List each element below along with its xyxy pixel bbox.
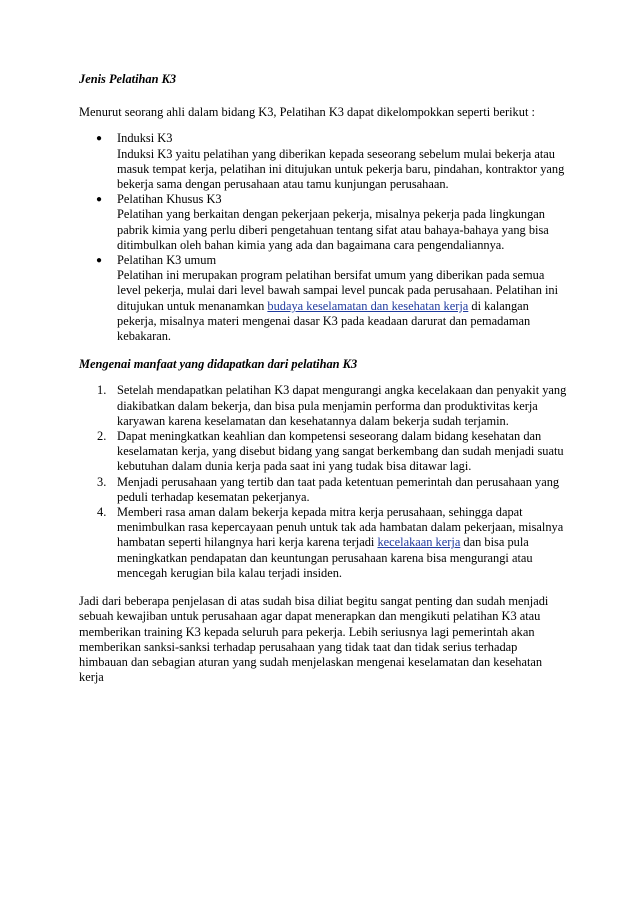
list-item-text: Menjadi perusahaan yang tertib dan taat pada ketentuan pemerintah dan perusahaan yang peduli terhadap kesematan pekerjanya. — [117, 474, 560, 504]
list-item-title: Pelatihan K3 umum — [117, 253, 217, 268]
body-text: Memberi rasa aman dalam bekerja kepada mitra kerja perusahaan, sehingga dapat menimbulkan rasa kepercayaan penuh untuk tak ada hambatan dalam pekerjaan, misalnya hambatan seperti hilangnya hari kerja karena terjadi — [117, 505, 564, 550]
bullet-icon: ● — [96, 255, 103, 267]
body-text: di kalangan pekerja, misalnya materi mengenai dasar K3 pada keadaan darurat dan pemadaman kebakaran. — [117, 298, 531, 344]
section-heading-benefits: Mengenai manfaat yang didapatkan dari pelatihan K3 — [79, 357, 358, 372]
list-number: 3. — [97, 474, 107, 489]
list-number: 2. — [97, 429, 107, 444]
closing-paragraph: Jadi dari beberapa penjelasan di atas sudah bisa diliat begitu sangat penting dan sudah menjadi sebuah kewajiban untuk perusahaan agar dapat menerapkan dan mengikuti pelatihan K3 atau memberikan training K3 kepada seluruh para pekerja. Lebih seriusnya lagi pemerintah akan memberikan sanksi-sanksi terhadap perusahaan yang tidak taat dan tidak serius terhadap himbauan dan sebagian aturan yang sudah menjelaskan mengenai keselamatan dan kesehatan kerja — [79, 594, 549, 685]
body-text: Pelatihan ini merupakan program pelatihan bersifat umum yang diberikan pada semua level pekerja, mulai dari level bawah sampai level puncak pada perusahaan. Pelatihan ini ditujukan untuk menanamkan — [117, 268, 559, 313]
link-kecelakaan-kerja[interactable]: kecelakaan kerja — [377, 535, 461, 550]
list-item-text — [117, 505, 563, 580]
bullet-icon: ● — [96, 194, 103, 206]
document-page — [79, 72, 569, 685]
list-item-body — [117, 268, 569, 344]
list-item — [79, 131, 569, 192]
list-item — [79, 429, 569, 475]
list-item-body: Induksi K3 yaitu pelatihan yang diberikan kepada seseorang sebelum mulai bekerja atau masuk tempat kerja, pelatihan ini ditujukan untuk pekerja baru, pindahan, kontraktor yang bekerja sama dengan perusahaan atau tamu kunjungan perusahaan. — [117, 146, 565, 192]
list-item-text: Dapat meningkatkan keahlian dan kompetensi seseorang dalam bidang kesehatan dan keselamatan kerja, yang disebut bidang yang sangat berkembang dan sudah menjadi suatu kebutuhan dalam dunia kerja pada saat ini yang tudak bisa ditawar lagi. — [117, 429, 564, 474]
list-item — [79, 192, 569, 253]
list-item-title: Induksi K3 — [117, 131, 173, 146]
body-text: dan bisa pula meningkatkan pendapatan dan keuntungan perusahaan karena bisa mengurangi atau mencegah kerugian bila kalau terjadi insiden. — [117, 535, 533, 580]
benefits-list — [79, 383, 569, 581]
list-item — [79, 253, 569, 344]
section-heading-training-types: Jenis Pelatihan K3 — [79, 72, 177, 86]
training-types-list — [79, 131, 569, 344]
list-item-text: Setelah mendapatkan pelatihan K3 dapat mengurangi angka kecelakaan dan penyakit yang diakibatkan dalam bekerja, dan bisa pula menjamin performa dan produktivitas kerja karyawan karena keselamatan dan kesehatannya dalam bekerja sudah terjamin. — [117, 383, 567, 428]
list-item-body: Pelatihan yang berkaitan dengan pekerjaan pekerja, misalnya pekerja pada lingkungan pabrik kimia yang perlu diberi pengetahuan tentang sifat atau bahaya-bahaya yang bisa ditimbulkan oleh bahan kimia yang ada dan bagaimana cara pengendaliannya. — [117, 207, 549, 252]
list-number: 4. — [97, 505, 107, 520]
list-item-title: Pelatihan Khusus K3 — [117, 192, 222, 207]
bullet-icon: ● — [96, 133, 103, 145]
list-item — [79, 475, 569, 505]
list-item — [79, 383, 569, 429]
link-budaya-keselamatan[interactable]: budaya keselamatan dan kesehatan kerja — [267, 298, 469, 313]
list-number: 1. — [97, 383, 107, 398]
intro-paragraph: Menurut seorang ahli dalam bidang K3, Pelatihan K3 dapat dikelompokkan seperti berikut : — [79, 105, 535, 120]
list-item — [79, 505, 569, 581]
